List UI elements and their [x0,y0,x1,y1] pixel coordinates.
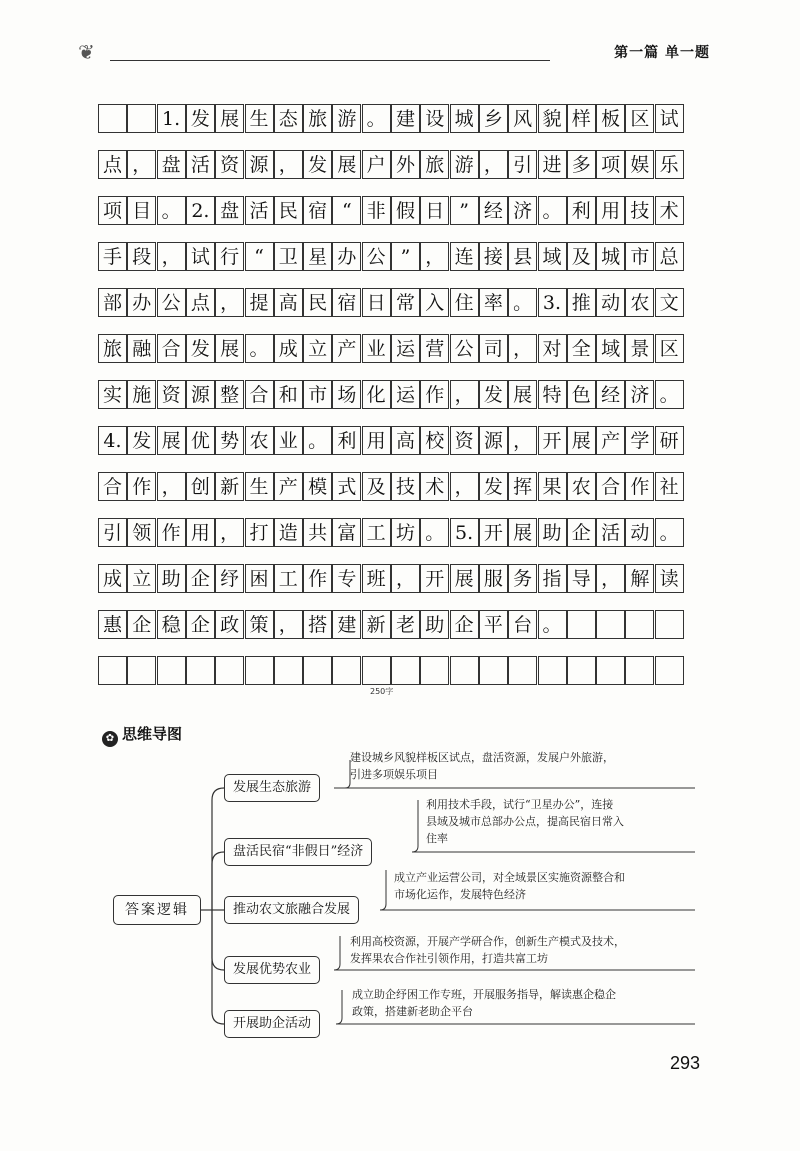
essay-cell: 台 [508,610,537,639]
essay-cell: 4. [98,426,127,455]
essay-cell: 化 [362,380,391,409]
essay-cell: 展 [508,380,537,409]
essay-cell: 文 [655,288,684,317]
essay-cell: 发 [186,104,215,133]
essay-cell: 盘 [215,196,244,225]
essay-cell: 新 [215,472,244,501]
essay-cell: 专 [332,564,361,593]
essay-cell: 游 [450,150,479,179]
essay-cell: 作 [303,564,332,593]
essay-cell: 老 [391,610,420,639]
leaf-line: 发挥果农合作社引领作用，打造共富工坊 [350,952,548,965]
leaf-line: 成立助企纾困工作专班，开展服务指导，解读惠企稳企 [352,988,616,1001]
essay-cell: 技 [625,196,654,225]
essay-cell: 发 [479,380,508,409]
essay-cell: 色 [567,380,596,409]
essay-cell: 卫 [274,242,303,271]
essay-cell: 农 [625,288,654,317]
essay-cell: 模 [303,472,332,501]
essay-cell: 高 [274,288,303,317]
page-number: 293 [669,1053,700,1073]
essay-cell: 作 [420,380,449,409]
essay-cell: ， [157,242,186,271]
essay-cell: 对 [538,334,567,363]
mindmap-badge-icon: ✿ [102,731,118,747]
essay-cell: 日 [420,196,449,225]
essay-cell: ， [596,564,625,593]
essay-cell: 整 [215,380,244,409]
essay-cell: 发 [303,150,332,179]
leaf-line: 成立产业运营公司，对全域景区实施资源整合和 [394,871,625,884]
essay-cell: 场 [332,380,361,409]
essay-cell: 政 [215,610,244,639]
essay-cell: 作 [157,518,186,547]
essay-cell: 领 [127,518,156,547]
leaf-homestay [426,796,624,847]
essay-cell: 高 [391,426,420,455]
essay-cell: 。 [303,426,332,455]
essay-cell: 进 [538,150,567,179]
essay-cell: 提 [245,288,274,317]
essay-cell: 式 [332,472,361,501]
section-title: 第一篇 单一题 [614,45,710,61]
essay-cell: 目 [127,196,156,225]
essay-cell: 市 [625,242,654,271]
essay-cell: ， [391,564,420,593]
essay-cell: 发 [479,472,508,501]
essay-cell: 社 [655,472,684,501]
essay-cell: 推 [567,288,596,317]
essay-cell: ， [274,150,303,179]
essay-cell: 常 [391,288,420,317]
essay-cell: 展 [215,334,244,363]
essay-cell: 源 [479,426,508,455]
essay-cell: 城 [450,104,479,133]
essay-cell: 貌 [538,104,567,133]
essay-cell: 建 [391,104,420,133]
essay-cell: 多 [567,150,596,179]
essay-cell: 用 [362,426,391,455]
essay-cell: “ [332,196,361,225]
mindmap-root: 答案逻辑 [113,895,201,925]
essay-cell: 设 [420,104,449,133]
branch-agri-culture-tourism: 推动农文旅融合发展 [224,896,359,924]
essay-cell: 全 [567,334,596,363]
essay-cell: 展 [508,518,537,547]
leaf-line: 利用高校资源，开展产学研合作，创新生产模式及技术， [350,935,625,948]
essay-cell: ， [450,380,479,409]
essay-cell: 生 [245,472,274,501]
essay-cell: 源 [245,150,274,179]
essay-cell: ” [391,242,420,271]
essay-cell: 日 [362,288,391,317]
essay-cell: 研 [655,426,684,455]
essay-cell: 资 [450,426,479,455]
essay-cell: 特 [538,380,567,409]
leaf-line: 利用技术手段，试行“卫星办公”，连接 [426,798,614,811]
essay-cell: 合 [98,472,127,501]
leaf-advantage-agriculture [350,933,625,967]
essay-cell: 公 [362,242,391,271]
essay-cell: 项 [596,150,625,179]
essay-cell: 合 [157,334,186,363]
essay-cell: 。 [655,380,684,409]
essay-cell: 技 [391,472,420,501]
essay-cell: 旅 [98,334,127,363]
essay-cell: 展 [157,426,186,455]
essay-cell: 点 [98,150,127,179]
essay-cell: ， [508,426,537,455]
essay-cell: 营 [420,334,449,363]
essay-cell: 点 [186,288,215,317]
essay-cell: ， [215,518,244,547]
essay-cell: 5. [450,518,479,547]
essay-cell: 样 [567,104,596,133]
leaf-line: 市场化运作，发展特色经济 [394,888,526,901]
branch-homestay: 盘活民宿“非假日”经济 [224,838,372,866]
essay-cell: 展 [215,104,244,133]
essay-cell: 公 [157,288,186,317]
essay-cell: 风 [508,104,537,133]
essay-cell: 司 [479,334,508,363]
essay-cell: ” [450,196,479,225]
essay-cell: 农 [567,472,596,501]
essay-cell: 区 [625,104,654,133]
essay-cell: 造 [274,518,303,547]
essay-cell: 动 [625,518,654,547]
essay-cell: 展 [450,564,479,593]
essay-cell: 助 [538,518,567,547]
essay-cell: 源 [186,380,215,409]
essay-cell: 态 [274,104,303,133]
essay-cell: 解 [625,564,654,593]
essay-cell: ， [274,610,303,639]
leaf-line: 县域及城市总部办公点，提高民宿日常入 [426,815,624,828]
essay-cell: 生 [245,104,274,133]
essay-cell: 。 [655,518,684,547]
essay-cell: 经 [596,380,625,409]
essay-cell: 运 [391,334,420,363]
essay-cell: 旅 [420,150,449,179]
leaf-line: 引进多项娱乐项目 [350,768,438,781]
essay-cell: 稳 [157,610,186,639]
essay-cell: 景 [625,334,654,363]
essay-cell: 用 [186,518,215,547]
essay-cell: 平 [479,610,508,639]
essay-cell: 挥 [508,472,537,501]
essay-cell: 住 [450,288,479,317]
essay-cell: 引 [98,518,127,547]
essay-cell: 。 [508,288,537,317]
essay-cell: 动 [596,288,625,317]
essay-cell: 企 [450,610,479,639]
essay-cell: 创 [186,472,215,501]
essay-cell: 班 [362,564,391,593]
essay-cell: 用 [596,196,625,225]
essay-cell: 县 [508,242,537,271]
leaf-enterprise-support [352,986,616,1020]
essay-cell: 假 [391,196,420,225]
essay-cell: 资 [157,380,186,409]
essay-cell: 合 [596,472,625,501]
essay-cell: 施 [127,380,156,409]
essay-cell: 济 [625,380,654,409]
branch-enterprise-support: 开展助企活动 [224,1010,320,1038]
mindmap-heading-text: 思维导图 [122,725,183,743]
essay-cell: 立 [127,564,156,593]
essay-cell: 利 [332,426,361,455]
essay-cell: 合 [245,380,274,409]
essay-cell: 部 [98,288,127,317]
essay-cell: 活 [245,196,274,225]
essay-cell: 导 [567,564,596,593]
essay-cell: 开 [479,518,508,547]
essay-cell: 优 [186,426,215,455]
essay-cell: 及 [362,472,391,501]
essay-cell: 。 [538,610,567,639]
essay-cell: ， [215,288,244,317]
essay-cell: 。 [245,334,274,363]
essay-cell: 共 [303,518,332,547]
essay-cell: 工 [274,564,303,593]
essay-cell: 板 [596,104,625,133]
essay-cell: 城 [596,242,625,271]
essay-cell: ， [479,150,508,179]
essay-cell: 户 [362,150,391,179]
essay-cell: 活 [186,150,215,179]
leaf-eco-tourism [350,749,614,783]
essay-cell: 办 [127,288,156,317]
essay-cell: 企 [127,610,156,639]
essay-cell: 搭 [303,610,332,639]
branch-advantage-agriculture: 发展优势农业 [224,956,320,984]
essay-cell: ， [450,472,479,501]
essay-cell: 务 [508,564,537,593]
essay-cell: 指 [538,564,567,593]
essay-cell: 。 [538,196,567,225]
essay-cell: 业 [274,426,303,455]
essay-cell: 助 [420,610,449,639]
essay-cell: 接 [479,242,508,271]
essay-cell: 济 [508,196,537,225]
essay-cell: 展 [567,426,596,455]
essay-cell: 发 [127,426,156,455]
essay-cell: 总 [655,242,684,271]
essay-cell: 学 [625,426,654,455]
essay-cell: 乐 [655,150,684,179]
essay-cell: 作 [625,472,654,501]
essay-cell: 域 [538,242,567,271]
essay-cell: 工 [362,518,391,547]
essay-cell: 民 [274,196,303,225]
essay-cell: 农 [245,426,274,455]
sprout-icon: ❦ [78,40,95,64]
essay-cell: 服 [479,564,508,593]
essay-cell: 民 [303,288,332,317]
leaf-line: 建设城乡风貌样板区试点，盘活资源，发展户外旅游， [350,751,614,764]
essay-cell: 立 [303,334,332,363]
essay-cell: 率 [479,288,508,317]
essay-cell: 3. [538,288,567,317]
essay-cell: 和 [274,380,303,409]
essay-cell: 读 [655,564,684,593]
essay-cell: 实 [98,380,127,409]
essay-cell: 资 [215,150,244,179]
essay-cell: 企 [186,610,215,639]
essay-cell: 果 [538,472,567,501]
essay-cell: 。 [420,518,449,547]
essay-cell: 经 [479,196,508,225]
essay-cell: 惠 [98,610,127,639]
essay-cell: 企 [186,564,215,593]
essay-cell: 困 [245,564,274,593]
essay-cell: 外 [391,150,420,179]
essay-cell: 宿 [303,196,332,225]
word-count: 250字 [370,687,394,696]
essay-cell: 。 [157,196,186,225]
essay-cell: 利 [567,196,596,225]
essay-cell: 入 [420,288,449,317]
essay-cell: 成 [98,564,127,593]
essay-cell: 公 [450,334,479,363]
essay-cell: 打 [245,518,274,547]
essay-cell: 势 [215,426,244,455]
essay-cell: 产 [596,426,625,455]
essay-cell: 融 [127,334,156,363]
essay-cell: 1. [157,104,186,133]
essay-cell: ， [420,242,449,271]
essay-cell: ， [127,150,156,179]
essay-cell: 项 [98,196,127,225]
essay-cell: 乡 [479,104,508,133]
essay-cell: 盘 [157,150,186,179]
essay-cell: 产 [332,334,361,363]
essay-cell: 活 [596,518,625,547]
essay-cell: 域 [596,334,625,363]
essay-cell: “ [245,242,274,271]
essay-cell: 富 [332,518,361,547]
essay-cell: 及 [567,242,596,271]
essay-cell: 校 [420,426,449,455]
essay-cell: 纾 [215,564,244,593]
essay-cell: 产 [274,472,303,501]
essay-cell: 引 [508,150,537,179]
essay-cell: 试 [186,242,215,271]
essay-cell: 建 [332,610,361,639]
essay-cell: 开 [420,564,449,593]
essay-cell: 行 [215,242,244,271]
essay-cell: 运 [391,380,420,409]
essay-cell: 星 [303,242,332,271]
essay-cell: 市 [303,380,332,409]
branch-eco-tourism: 发展生态旅游 [224,774,320,802]
leaf-line: 政策，搭建新老助企平台 [352,1005,473,1018]
essay-cell: 2. [186,196,215,225]
essay-cell: 办 [332,242,361,271]
essay-cell: 术 [420,472,449,501]
essay-cell: 手 [98,242,127,271]
essay-cell: 术 [655,196,684,225]
essay-cell: 试 [655,104,684,133]
essay-cell: 作 [127,472,156,501]
essay-cell: 展 [332,150,361,179]
essay-cell: 区 [655,334,684,363]
essay-cell: ， [508,334,537,363]
essay-cell: 非 [362,196,391,225]
essay-cell: 游 [332,104,361,133]
leaf-line: 住率 [426,832,448,845]
essay-cell: 连 [450,242,479,271]
essay-cell: 开 [538,426,567,455]
essay-cell: 成 [274,334,303,363]
essay-cell: 坊 [391,518,420,547]
essay-cell: 业 [362,334,391,363]
essay-cell: 新 [362,610,391,639]
essay-cell: 助 [157,564,186,593]
essay-cell: 娱 [625,150,654,179]
essay-cell: 宿 [332,288,361,317]
essay-cell: 发 [186,334,215,363]
essay-cell: 旅 [303,104,332,133]
essay-cell: ， [157,472,186,501]
essay-cell: 段 [127,242,156,271]
essay-cell: 策 [245,610,274,639]
essay-cell: 。 [362,104,391,133]
leaf-agri-culture-tourism [394,869,625,903]
essay-cell: 企 [567,518,596,547]
